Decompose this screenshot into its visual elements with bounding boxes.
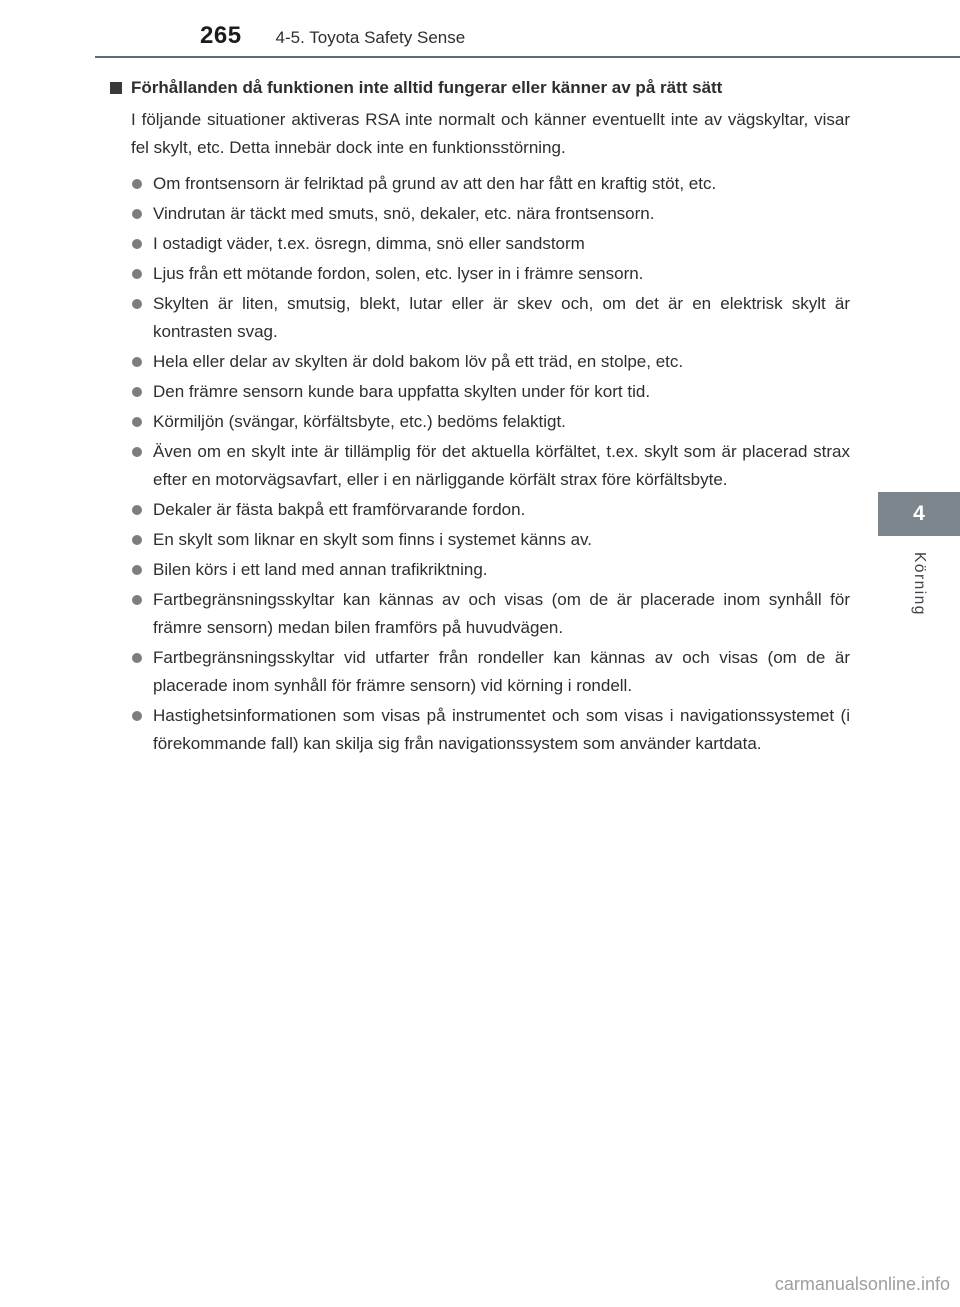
- chapter-label: Körning: [911, 552, 928, 616]
- bullet-icon: [132, 595, 142, 605]
- page-header: [200, 22, 465, 50]
- section-heading-text: Förhållanden då funktionen inte alltid fungerar eller känner av på rätt sätt: [131, 78, 723, 97]
- section-header-title: 4-5. Toyota Safety Sense: [275, 28, 466, 47]
- list-item: [131, 702, 850, 758]
- bullet-icon: [132, 505, 142, 515]
- list-item-text: Hastighetsinformationen som visas på instrumentet och som visas i navigationssystemet (i förekommande fall) kan skilja sig från navigationssystem som använder kartdata.: [153, 706, 850, 753]
- bullet-list: [110, 170, 850, 758]
- list-item-text: Om frontsensorn är felriktad på grund av att den har fått en kraftig stöt, etc.: [153, 174, 717, 193]
- bullet-icon: [132, 447, 142, 457]
- list-item: [131, 644, 850, 700]
- chapter-number: 4: [913, 502, 925, 525]
- content-area: [110, 74, 850, 760]
- list-item: [131, 526, 850, 554]
- list-item: [131, 348, 850, 376]
- bullet-icon: [132, 711, 142, 721]
- list-item: [131, 438, 850, 494]
- list-item-text: Körmiljön (svängar, körfältsbyte, etc.) bedöms felaktigt.: [153, 412, 566, 431]
- list-item: [131, 556, 850, 584]
- list-item: [131, 260, 850, 288]
- list-item-text: Den främre sensorn kunde bara uppfatta skylten under för kort tid.: [153, 382, 651, 401]
- bullet-icon: [132, 387, 142, 397]
- list-item-text: Hela eller delar av skylten är dold bakom löv på ett träd, en stolpe, etc.: [153, 352, 684, 371]
- list-item-text: Ljus från ett mötande fordon, solen, etc. lyser in i främre sensorn.: [153, 264, 644, 283]
- list-item: [131, 586, 850, 642]
- header-divider: [95, 56, 960, 58]
- list-item-text: En skylt som liknar en skylt som finns i systemet känns av.: [153, 530, 592, 549]
- page-number: 265: [200, 22, 242, 49]
- list-item-text: I ostadigt väder, t.ex. ösregn, dimma, snö eller sandstorm: [153, 234, 585, 253]
- bullet-icon: [132, 417, 142, 427]
- list-item: [131, 378, 850, 406]
- list-item-text: Vindrutan är täckt med smuts, snö, dekaler, etc. nära frontsensorn.: [153, 204, 655, 223]
- list-item: [131, 200, 850, 228]
- bullet-icon: [132, 209, 142, 219]
- list-item-text: Fartbegränsningsskyltar vid utfarter från rondeller kan kännas av och visas (om de är placerade inom synhåll för främre sensorn) vid körning i rondell.: [153, 648, 850, 695]
- bullet-icon: [132, 653, 142, 663]
- list-item-text: Bilen körs i ett land med annan trafikriktning.: [153, 560, 488, 579]
- list-item: [131, 496, 850, 524]
- bullet-icon: [132, 269, 142, 279]
- bullet-icon: [132, 239, 142, 249]
- list-item: [131, 408, 850, 436]
- list-item: [131, 170, 850, 198]
- list-item-text: Dekaler är fästa bakpå ett framförvarande fordon.: [153, 500, 526, 519]
- bullet-icon: [132, 357, 142, 367]
- list-item-text: Fartbegränsningsskyltar kan kännas av och visas (om de är placerade inom synhåll för främre sensorn) medan bilen framförs på huvudvägen.: [153, 590, 850, 637]
- intro-paragraph: I följande situationer aktiveras RSA inte normalt och känner eventuellt inte av vägskyltar, visar fel skylt, etc. Detta innebär dock inte en funktionsstörning.: [131, 110, 850, 157]
- list-item: [131, 230, 850, 258]
- chapter-tab: [878, 492, 960, 536]
- bullet-icon: [132, 299, 142, 309]
- section-heading: [110, 74, 850, 102]
- bullet-icon: [132, 179, 142, 189]
- section-marker-icon: [110, 82, 122, 94]
- watermark: carmanualsonline.info: [774, 1274, 950, 1294]
- list-item: [131, 290, 850, 346]
- list-item-text: Skylten är liten, smutsig, blekt, lutar eller är skev och, om det är en elektrisk skylt är kontrasten svag.: [153, 294, 850, 341]
- bullet-icon: [132, 535, 142, 545]
- list-item-text: Även om en skylt inte är tillämplig för det aktuella körfältet, t.ex. skylt som är placerad strax efter en motorvägsavfart, eller i en närliggande körfält strax före körfältsbyte.: [153, 442, 850, 489]
- bullet-icon: [132, 565, 142, 575]
